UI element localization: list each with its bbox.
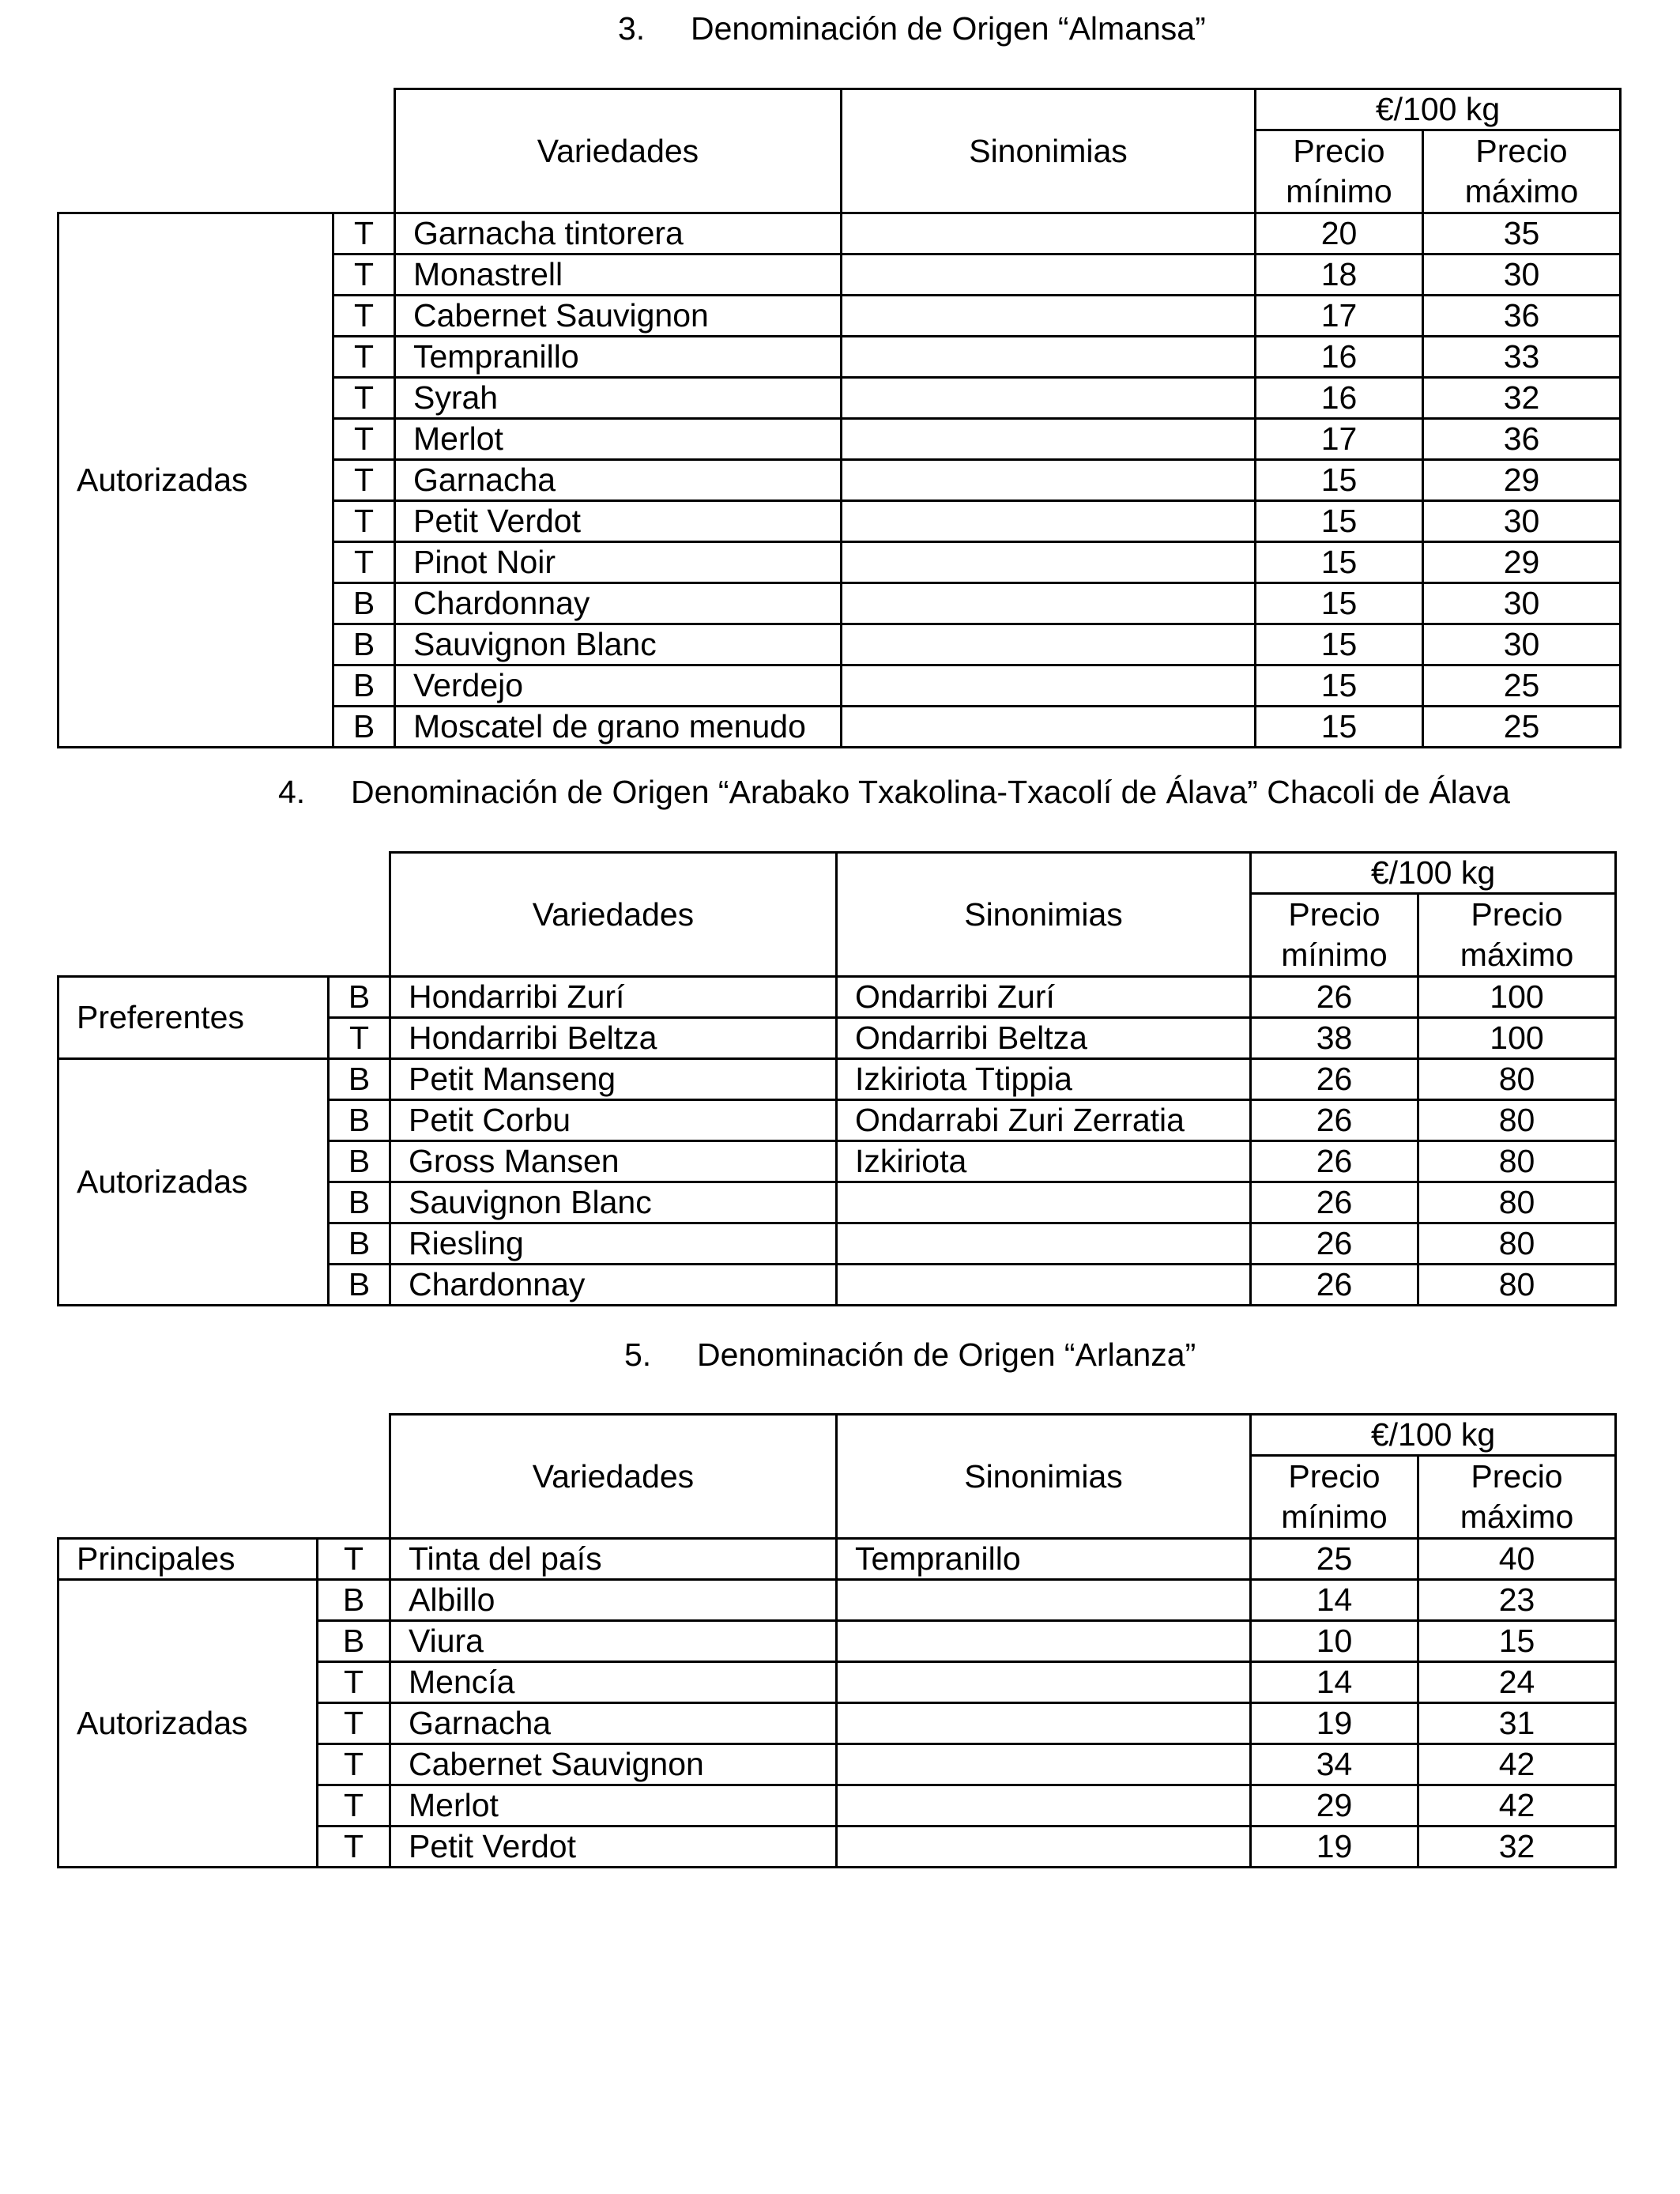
variety-name: Cabernet Sauvignon [390, 1744, 837, 1785]
blank-cell [58, 89, 395, 213]
blank-cell [58, 853, 390, 977]
variety-name: Riesling [390, 1223, 837, 1265]
color-code: B [318, 1580, 390, 1621]
variety-name: Petit Verdot [390, 1826, 837, 1868]
price-max: 35 [1423, 213, 1621, 254]
header-line: mínimo [1281, 937, 1388, 973]
header-variedades: Variedades [390, 1415, 837, 1539]
color-code: T [318, 1785, 390, 1826]
variety-name: Pinot Noir [395, 542, 842, 583]
synonym [842, 542, 1256, 583]
variety-name: Sauvignon Blanc [395, 624, 842, 665]
header-precio-minimo [1256, 130, 1423, 213]
synonym: Ondarribi Beltza [837, 1018, 1251, 1059]
color-code: T [333, 542, 395, 583]
color-code: B [333, 665, 395, 707]
header-variedades: Variedades [390, 853, 837, 977]
price-min: 29 [1251, 1785, 1418, 1826]
varieties-table [57, 88, 1622, 748]
header-line: Precio [1471, 1458, 1563, 1495]
header-line: máximo [1464, 173, 1579, 209]
price-max: 29 [1423, 542, 1621, 583]
variety-name: Tinta del país [390, 1539, 837, 1580]
synonym [842, 665, 1256, 707]
price-min: 25 [1251, 1539, 1418, 1580]
table-row [58, 977, 1616, 1018]
header-line: Precio [1288, 896, 1381, 933]
header-precio-maximo [1423, 130, 1621, 213]
synonym [842, 460, 1256, 501]
variety-name: Tempranillo [395, 337, 842, 378]
synonym [842, 419, 1256, 460]
category-label: Principales [58, 1539, 318, 1580]
variety-name: Petit Verdot [395, 501, 842, 542]
color-code: T [333, 378, 395, 419]
synonym: Ondarribi Zurí [837, 977, 1251, 1018]
category-label: Autorizadas [58, 213, 333, 748]
price-max: 23 [1418, 1580, 1616, 1621]
section-title: Denominación de Origen “Almansa” [691, 10, 1206, 47]
section-number: 4. [278, 774, 306, 810]
price-min: 19 [1251, 1703, 1418, 1744]
price-min: 26 [1251, 1223, 1418, 1265]
synonym [837, 1662, 1251, 1703]
price-min: 26 [1251, 977, 1418, 1018]
variety-name: Garnacha [390, 1703, 837, 1744]
color-code: B [329, 977, 390, 1018]
section-heading [624, 1336, 1196, 1374]
synonym: Izkiriota [837, 1141, 1251, 1182]
price-min: 26 [1251, 1141, 1418, 1182]
category-label: Preferentes [58, 977, 329, 1059]
price-min: 38 [1251, 1018, 1418, 1059]
synonym [842, 296, 1256, 337]
synonym [837, 1744, 1251, 1785]
price-min: 15 [1256, 542, 1423, 583]
header-row [58, 89, 1621, 130]
price-min: 15 [1256, 707, 1423, 748]
price-max: 42 [1418, 1785, 1616, 1826]
synonym [837, 1265, 1251, 1306]
header-unit: €/100 kg [1256, 89, 1621, 130]
synonym [842, 254, 1256, 296]
color-code: B [329, 1223, 390, 1265]
color-code: B [333, 624, 395, 665]
section-heading [618, 9, 1206, 47]
color-code: B [333, 707, 395, 748]
synonym [837, 1826, 1251, 1868]
price-min: 18 [1256, 254, 1423, 296]
section-number: 5. [624, 1336, 652, 1373]
price-max: 80 [1418, 1182, 1616, 1223]
price-min: 14 [1251, 1662, 1418, 1703]
variety-name: Gross Mansen [390, 1141, 837, 1182]
color-code: B [329, 1059, 390, 1100]
synonym [837, 1182, 1251, 1223]
table-row [58, 1059, 1616, 1100]
synonym [842, 337, 1256, 378]
price-max: 24 [1418, 1662, 1616, 1703]
color-code: T [333, 296, 395, 337]
color-code: T [318, 1662, 390, 1703]
header-line: mínimo [1286, 173, 1392, 209]
header-line: Precio [1288, 1458, 1381, 1495]
header-line: mínimo [1281, 1498, 1388, 1535]
color-code: B [333, 583, 395, 624]
price-max: 100 [1418, 977, 1616, 1018]
price-min: 34 [1251, 1744, 1418, 1785]
synonym [842, 624, 1256, 665]
variety-name: Chardonnay [390, 1265, 837, 1306]
header-precio-maximo [1418, 1456, 1616, 1539]
price-max: 32 [1418, 1826, 1616, 1868]
synonym: Izkiriota Ttippia [837, 1059, 1251, 1100]
header-precio-minimo [1251, 1456, 1418, 1539]
header-line: máximo [1460, 937, 1574, 973]
variety-name: Sauvignon Blanc [390, 1182, 837, 1223]
section-number: 3. [618, 10, 646, 47]
variety-name: Merlot [390, 1785, 837, 1826]
synonym [837, 1223, 1251, 1265]
synonym [842, 707, 1256, 748]
synonym [837, 1621, 1251, 1662]
price-min: 15 [1256, 665, 1423, 707]
synonym [842, 583, 1256, 624]
variety-name: Petit Corbu [390, 1100, 837, 1141]
price-min: 26 [1251, 1182, 1418, 1223]
price-max: 80 [1418, 1223, 1616, 1265]
category-label: Autorizadas [58, 1059, 329, 1306]
price-max: 80 [1418, 1100, 1616, 1141]
color-code: T [333, 337, 395, 378]
price-max: 30 [1423, 624, 1621, 665]
blank-cell [58, 1415, 390, 1539]
color-code: B [329, 1100, 390, 1141]
header-line: Precio [1471, 896, 1563, 933]
header-precio-maximo [1418, 894, 1616, 977]
category-label: Autorizadas [58, 1580, 318, 1868]
variety-name: Syrah [395, 378, 842, 419]
synonym: Tempranillo [837, 1539, 1251, 1580]
price-min: 19 [1251, 1826, 1418, 1868]
price-max: 33 [1423, 337, 1621, 378]
color-code: T [333, 460, 395, 501]
price-max: 32 [1423, 378, 1621, 419]
price-min: 10 [1251, 1621, 1418, 1662]
price-max: 80 [1418, 1265, 1616, 1306]
price-max: 31 [1418, 1703, 1616, 1744]
price-min: 14 [1251, 1580, 1418, 1621]
price-min: 17 [1256, 296, 1423, 337]
synonym [837, 1785, 1251, 1826]
synonym [842, 378, 1256, 419]
price-min: 17 [1256, 419, 1423, 460]
section-title: Denominación de Origen “Arlanza” [697, 1336, 1196, 1373]
header-unit: €/100 kg [1251, 1415, 1616, 1456]
price-max: 15 [1418, 1621, 1616, 1662]
header-precio-minimo [1251, 894, 1418, 977]
color-code: B [329, 1265, 390, 1306]
color-code: T [318, 1826, 390, 1868]
color-code: T [333, 419, 395, 460]
color-code: T [333, 254, 395, 296]
variety-name: Monastrell [395, 254, 842, 296]
price-max: 36 [1423, 419, 1621, 460]
table-row [58, 1580, 1616, 1621]
header-line: máximo [1460, 1498, 1574, 1535]
section-title: Denominación de Origen “Arabako Txakolina-Txacolí de Álava” Chacoli de Álava [351, 774, 1510, 810]
price-min: 26 [1251, 1265, 1418, 1306]
header-sinonimias: Sinonimias [837, 853, 1251, 977]
price-max: 29 [1423, 460, 1621, 501]
price-min: 26 [1251, 1100, 1418, 1141]
section-heading [278, 773, 1510, 811]
color-code: B [329, 1141, 390, 1182]
variety-name: Verdejo [395, 665, 842, 707]
varieties-table [57, 1413, 1617, 1868]
variety-name: Moscatel de grano menudo [395, 707, 842, 748]
price-min: 20 [1256, 213, 1423, 254]
synonym: Ondarrabi Zuri Zerratia [837, 1100, 1251, 1141]
header-line: Precio [1475, 133, 1568, 169]
price-min: 16 [1256, 337, 1423, 378]
price-max: 80 [1418, 1059, 1616, 1100]
table-row [58, 1539, 1616, 1580]
variety-name: Mencía [390, 1662, 837, 1703]
variety-name: Chardonnay [395, 583, 842, 624]
color-code: T [318, 1703, 390, 1744]
price-min: 16 [1256, 378, 1423, 419]
header-unit: €/100 kg [1251, 853, 1616, 894]
price-max: 30 [1423, 501, 1621, 542]
variety-name: Viura [390, 1621, 837, 1662]
price-min: 15 [1256, 460, 1423, 501]
price-max: 25 [1423, 665, 1621, 707]
variety-name: Cabernet Sauvignon [395, 296, 842, 337]
variety-name: Garnacha [395, 460, 842, 501]
color-code: T [333, 501, 395, 542]
variety-name: Merlot [395, 419, 842, 460]
variety-name: Garnacha tintorera [395, 213, 842, 254]
color-code: T [333, 213, 395, 254]
varieties-table [57, 851, 1617, 1306]
header-variedades: Variedades [395, 89, 842, 213]
color-code: B [318, 1621, 390, 1662]
header-row [58, 1415, 1616, 1456]
price-max: 80 [1418, 1141, 1616, 1182]
synonym [842, 501, 1256, 542]
price-max: 25 [1423, 707, 1621, 748]
header-row [58, 853, 1616, 894]
variety-name: Albillo [390, 1580, 837, 1621]
variety-name: Petit Manseng [390, 1059, 837, 1100]
price-max: 40 [1418, 1539, 1616, 1580]
price-max: 42 [1418, 1744, 1616, 1785]
synonym [842, 213, 1256, 254]
color-code: T [329, 1018, 390, 1059]
price-min: 26 [1251, 1059, 1418, 1100]
header-sinonimias: Sinonimias [837, 1415, 1251, 1539]
price-max: 36 [1423, 296, 1621, 337]
variety-name: Hondarribi Zurí [390, 977, 837, 1018]
header-line: Precio [1293, 133, 1385, 169]
price-max: 30 [1423, 583, 1621, 624]
color-code: T [318, 1539, 390, 1580]
price-min: 15 [1256, 501, 1423, 542]
color-code: B [329, 1182, 390, 1223]
color-code: T [318, 1744, 390, 1785]
price-min: 15 [1256, 624, 1423, 665]
table-row [58, 213, 1621, 254]
synonym [837, 1703, 1251, 1744]
price-min: 15 [1256, 583, 1423, 624]
synonym [837, 1580, 1251, 1621]
variety-name: Hondarribi Beltza [390, 1018, 837, 1059]
price-max: 100 [1418, 1018, 1616, 1059]
price-max: 30 [1423, 254, 1621, 296]
header-sinonimias: Sinonimias [842, 89, 1256, 213]
